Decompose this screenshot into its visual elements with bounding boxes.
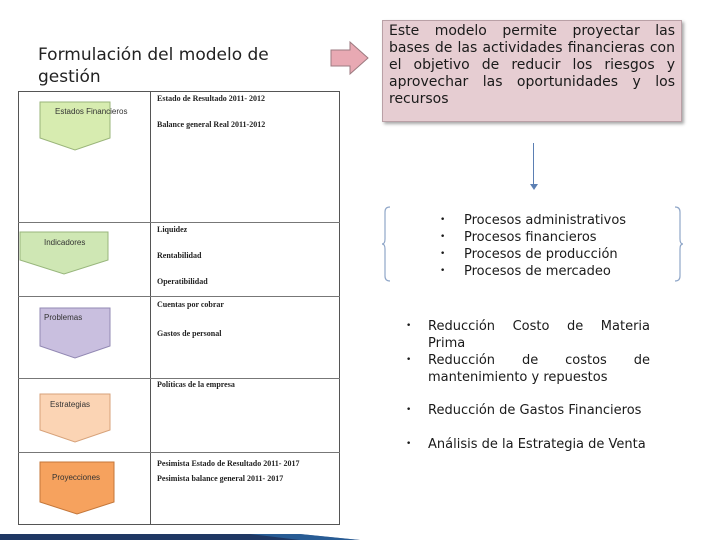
cell-text: Políticas de la empresa [157,380,235,389]
process-list [440,212,626,280]
chevron-label: Proyecciones [52,473,101,482]
chevron-proyecciones-icon [38,460,116,516]
row-separator [18,452,340,453]
bullet-text: Reducción Costo de Materia Prima [428,319,650,351]
bullet: • [440,249,446,259]
bullet: • [406,321,412,331]
bullet-text: Reducción de Gastos Financieros [428,403,642,418]
list-item [406,318,650,352]
process-label: Procesos administrativos [464,213,627,228]
cell-text: Liquidez [157,225,188,234]
cell-text: Estado de Resultado 2011- 2012 [157,94,266,103]
cell-text: Cuentas por cobrar [157,300,224,309]
bullet: • [406,405,412,415]
bullet: • [406,439,412,449]
description-callout: Este modelo permite proyectar las bases de las actividades financieras con el objetivo de reducir los riesgos y aprovechar las oportunidades y los recursos [382,20,682,122]
list-item [440,229,626,246]
bullet: • [406,355,412,365]
footer-decoration [0,520,720,540]
bullet-text: Reducción de costos de mantenimiento y repuestos [428,353,650,385]
bullet: • [440,232,446,242]
chevron-indicadores-icon [18,230,110,276]
bullet-text: Análisis de la Estrategia de Venta [428,437,646,452]
list-item [440,246,626,263]
cell-text: Pesimista Estado de Resultado 2011- 2017 [157,459,300,468]
slide-title: Formulación del modelo de gestión [38,45,269,87]
process-label: Procesos financieros [464,230,597,245]
cell-text: Rentabilidad [157,251,202,260]
process-label: Procesos de mercadeo [464,264,611,279]
chevron-label: Indicadores [44,238,86,247]
cell-text: Pesimista balance general 2011- 2017 [157,474,284,483]
table-divider [150,91,151,525]
cell-text: Operatibilidad [157,277,208,286]
list-item [440,263,626,280]
bullet: • [440,266,446,276]
row-separator [18,378,340,379]
bullet: • [440,215,446,225]
list-item [440,212,626,229]
connector-arrowhead [530,184,538,190]
row-separator [18,222,340,223]
process-label: Procesos de producción [464,247,618,262]
chevron-label: Estados Financieros [55,107,128,116]
list-item [406,352,650,386]
row-separator [18,296,340,297]
chevron-label: Estrategias [50,400,91,409]
right-arrow-icon [330,40,370,76]
cell-text: Gastos de personal [157,329,222,338]
cell-text: Balance general Real 2011-2012 [157,120,266,129]
chevron-label: Problemas [44,313,83,322]
list-item [406,402,642,419]
connector-line [533,143,534,185]
list-item [406,436,646,453]
